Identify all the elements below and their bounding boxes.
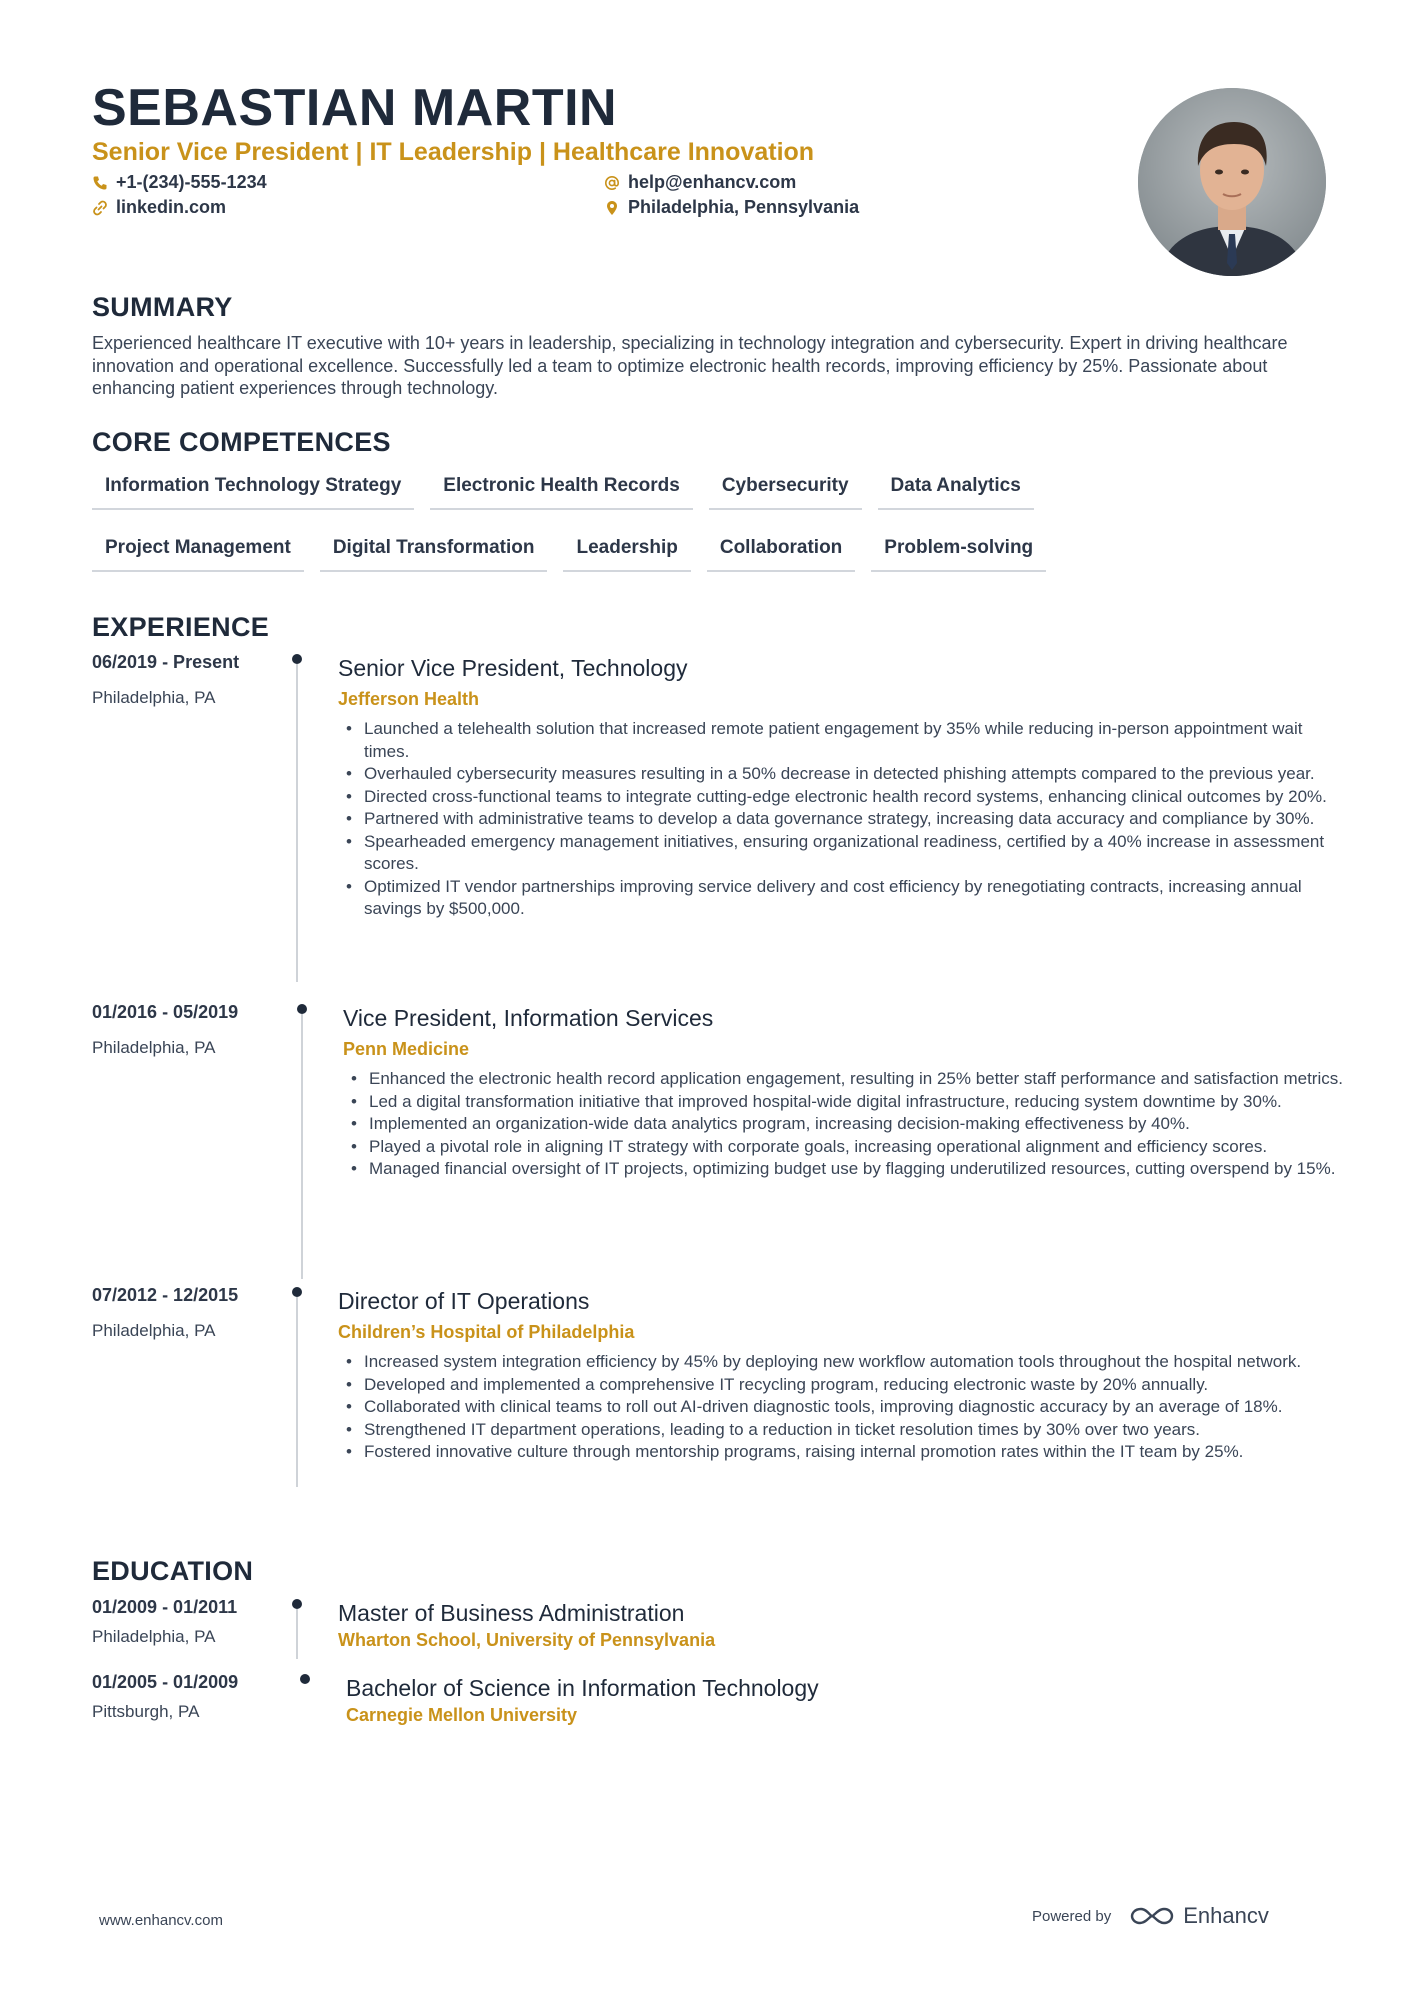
competences-row <box>92 532 1332 572</box>
competences-list <box>92 470 1332 594</box>
phone-text: +1-(234)-555-1234 <box>116 172 267 192</box>
entry-date: 01/2009 - 01/2011 <box>92 1597 238 1617</box>
timeline-dot <box>300 1674 310 1684</box>
competence-tag: Problem-solving <box>871 532 1046 572</box>
competence-tag: Electronic Health Records <box>430 470 693 510</box>
bullet-item: • Played a pivotal role in aligning IT strategy with corporate goals, increasing operational alignment and efficiency scores. <box>343 1136 1343 1159</box>
candidate-name: SEBASTIAN MARTIN <box>92 79 618 137</box>
bullet-item: • Fostered innovative culture through mentorship programs, raising internal promotion rates within the IT team by 25%. <box>338 1441 1338 1464</box>
education-heading: EDUCATION <box>92 1556 254 1586</box>
entry-body <box>338 652 1338 921</box>
summary-heading: SUMMARY <box>92 292 233 322</box>
entry-date: 01/2005 - 01/2009 <box>92 1672 239 1692</box>
phone-icon <box>92 175 108 191</box>
entry-location: Pittsburgh, PA <box>92 1702 200 1721</box>
entry-school: Carnegie Mellon University <box>346 1705 578 1725</box>
contact-email[interactable] <box>604 172 796 193</box>
bullet-item: • Directed cross-functional teams to integrate cutting-edge electronic health record systems, enhancing clinical outcomes by 20%. <box>338 786 1338 809</box>
link-icon <box>92 200 108 216</box>
infinity-logo-icon <box>1129 1905 1175 1927</box>
competences-heading: CORE COMPETENCES <box>92 427 391 457</box>
bullet-item: • Optimized IT vendor partnerships improving service delivery and cost efficiency by renegotiating contracts, increasing annual savings by $500,000. <box>338 876 1338 921</box>
headline: Senior Vice President | IT Leadership | Healthcare Innovation <box>92 138 815 166</box>
entry-date: 06/2019 - Present <box>92 652 240 672</box>
entry-body <box>343 1002 1343 1181</box>
bullet-item: • Led a digital transformation initiative that improved hospital-wide digital infrastructure, reducing system downtime by 30%. <box>343 1091 1343 1114</box>
entry-location: Philadelphia, PA <box>92 1038 216 1057</box>
experience-heading: EXPERIENCE <box>92 612 270 642</box>
bullet-item: • Overhauled cybersecurity measures resulting in a 50% decrease in detected phishing attempts compared to the previous year. <box>338 763 1338 786</box>
entry-degree: Master of Business Administration <box>338 1600 685 1626</box>
powered-by-label: Powered by <box>1032 1907 1112 1925</box>
timeline-dot <box>292 1287 302 1297</box>
entry-date: 01/2016 - 05/2019 <box>92 1002 239 1022</box>
timeline-dot <box>297 1004 307 1014</box>
entry-company: Jefferson Health <box>338 689 480 709</box>
entry-body <box>338 1285 1338 1464</box>
footer-website[interactable]: www.enhancv.com <box>99 1912 223 1929</box>
competence-tag: Project Management <box>92 532 304 572</box>
competence-tag: Data Analytics <box>878 470 1034 510</box>
entry-bullets <box>338 1351 1338 1464</box>
entry-location: Philadelphia, PA <box>92 688 216 707</box>
at-icon <box>604 175 620 191</box>
timeline-line <box>296 664 298 982</box>
summary-text: Experienced healthcare IT executive with 10+ years in leadership, specializing in technology integration and cybersecurity. Expert in driving healthcare innovation and operational excellence. Successfully led a team to optimize electronic health records, improving efficiency by 25%. Passionate about enhancing patient experiences through technology. <box>92 333 1288 398</box>
bullet-item: • Launched a telehealth solution that increased remote patient engagement by 35% while reducing in-person appointment wait times. <box>338 718 1338 763</box>
entry-body <box>346 1672 1346 1726</box>
contact-location <box>604 197 859 218</box>
bullet-item: • Developed and implemented a comprehensive IT recycling program, reducing electronic waste by 20% annually. <box>338 1374 1338 1397</box>
brand-name: Enhancv <box>1183 1903 1269 1928</box>
entry-company: Penn Medicine <box>343 1039 470 1059</box>
bullet-item: • Enhanced the electronic health record application engagement, resulting in 25% better staff performance and satisfaction metrics. <box>343 1068 1343 1091</box>
competence-tag: Leadership <box>563 532 690 572</box>
timeline-line <box>296 1609 298 1659</box>
entry-location: Philadelphia, PA <box>92 1627 216 1646</box>
entry-role: Director of IT Operations <box>338 1288 590 1314</box>
competence-tag: Digital Transformation <box>320 532 548 572</box>
entry-bullets <box>343 1068 1343 1181</box>
profile-photo <box>1138 88 1326 276</box>
competences-row <box>92 470 1332 510</box>
entry-degree: Bachelor of Science in Information Technology <box>346 1675 819 1701</box>
entry-role: Vice President, Information Services <box>343 1005 714 1031</box>
entry-school: Wharton School, University of Pennsylvania <box>338 1630 716 1650</box>
competence-tag: Cybersecurity <box>709 470 862 510</box>
timeline-dot <box>292 1599 302 1609</box>
bullet-item: • Strengthened IT department operations, leading to a reduction in ticket resolution times by 30% over two years. <box>338 1419 1338 1442</box>
linkedin-text: linkedin.com <box>116 197 227 217</box>
timeline-dot <box>292 654 302 664</box>
entry-company: Children’s Hospital of Philadelphia <box>338 1322 635 1342</box>
location-pin-icon <box>604 200 620 216</box>
enhancv-logo <box>1129 1903 1269 1929</box>
contact-linkedin[interactable] <box>92 197 226 218</box>
entry-location: Philadelphia, PA <box>92 1321 216 1340</box>
bullet-item: • Increased system integration efficiency by 45% by deploying new workflow automation tools throughout the hospital network. <box>338 1351 1338 1374</box>
entry-body <box>338 1597 1338 1651</box>
contact-phone[interactable] <box>92 172 267 193</box>
bullet-item: • Spearheaded emergency management initiatives, ensuring organizational readiness, certified by a 40% increase in assessment scores. <box>338 831 1338 876</box>
entry-role: Senior Vice President, Technology <box>338 655 688 681</box>
entry-date: 07/2012 - 12/2015 <box>92 1285 239 1305</box>
email-text: help@enhancv.com <box>628 172 797 192</box>
footer-branding[interactable] <box>1032 1903 1269 1929</box>
timeline-line <box>301 1014 303 1279</box>
competence-tag: Information Technology Strategy <box>92 470 414 510</box>
location-text: Philadelphia, Pennsylvania <box>628 197 860 217</box>
bullet-item: • Implemented an organization-wide data analytics program, increasing decision-making effectiveness by 40%. <box>343 1113 1343 1136</box>
bullet-item: • Managed financial oversight of IT projects, optimizing budget use by flagging underutilized resources, cutting overspend by 15%. <box>343 1158 1343 1181</box>
competence-tag: Collaboration <box>707 532 855 572</box>
timeline-line <box>296 1297 298 1487</box>
bullet-item: • Partnered with administrative teams to develop a data governance strategy, increasing data accuracy and compliance by 30%. <box>338 808 1338 831</box>
entry-bullets <box>338 718 1338 921</box>
bullet-item: • Collaborated with clinical teams to roll out AI-driven diagnostic tools, improving diagnostic accuracy by an average of 18%. <box>338 1396 1338 1419</box>
